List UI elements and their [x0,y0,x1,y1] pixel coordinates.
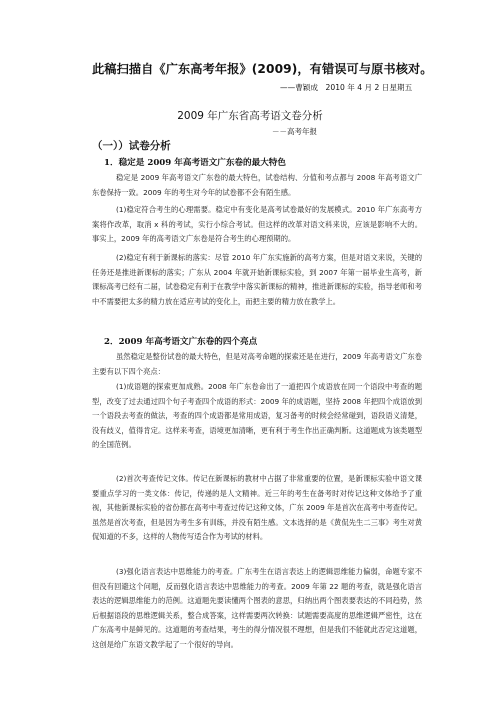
paragraph-4: 虽然稳定是整份试卷的最大特色，但是对高考命题的探索还是在进行，2009 年高考语文广东卷主要有以下四个亮点： [92,352,422,376]
paragraph-6: (2)首次考查传记文体。传记在新课标的教材中占据了非常重要的位置，是新课标实验中语文课要重点学习的一类文体：传记，传递的是人文精神。近三年的考生在备考时对传记这种文体给予了重视，其他新课标实验的省份都在高考中考查过传记这种文体，广东 2009 年是首次在高考中考查传记。虽然是首次考查，但是因为考生多有训练，并没有陌生感。文本选择的是《黄侃先生二三事》考生对黄侃知道的不多，这样的人物传写适合作为考试的材料。 [92,474,422,542]
subheading-1: 1．稳定是 2009 年高考语文广东卷的最大特色 [104,158,286,168]
paragraph-2: (1)稳定符合考生的心理需要。稳定中有变化是高考试卷最好的发展模式。2010 年广东高考方案将作改革，取消 x 科的考试，实行小综合考试。但这样的改革对语文科来说，应该是影响不大的。事实上，2009 年的高考语文广东卷是符合考生的心理预期的。 [92,205,422,244]
paragraph-5: (1)成语题的探索更加成熟。2008 年广东卷命出了一道把四个成语放在同一个语段中考查的题型，改变了过去通过四个句子考查四个成语的形式：2009 年的成语题，坚持 2008 年把四个成语放到一个语段去考查的做法，考查的四个成语都是常用成语，复习备考的时候会经常碰到，语段语义清楚，没有歧义，值得肯定。这样来考查，语境更加清晰，更有利于考生作出正确判断。这道题成为该类题型的全国范例。 [92,382,422,450]
scan-source-note: 此稿扫描自《广东高考年报》(2009)，有错误可与原书核对。 [92,62,433,76]
document-title: 2009 年广东省高考语文卷分析 [177,110,323,122]
author-signature-line: ——曹颖成 2010 年 4 月 2 日星期五 [280,83,413,92]
paragraph-3: (2)稳定有利于新课标的落实：尽管 2010 年广东实施新的高考方案，但是对语文来说，关键的任务还是推进新课标的落实；广东从 2004 年就开始新课标实验，到 2007 年第一届毕业生高考，新课标高考已经有二届，试卷稳定有利于在教学中落实新课标的精神，推进新课标的实验，指导老师和考中不需要把太多的精力放在适应考试的变化上，而把主要的精力放在教学上。 [92,253,422,306]
document-subtitle: －－高考年报 [272,127,317,136]
subheading-2: 2．2009 年高考语文广东卷的四个亮点 [104,337,258,347]
paragraph-7: (3)强化语言表达中思维能力的考查。广东考生在语言表达上的逻辑思维能力偏弱，命题专家不但没有回避这个问题，反而强化语言表达中思维能力的考查。2009 年第 22 题的考查，就是强化语言表达的逻辑思维能力的范例。这道题先要读懂两个图表的意思，归纳出两个图表要表达的不同趋势，然后根据语段的思维逻辑关系，整合成答案，这样需要两次转换：试题需要高度的思维逻辑严密性，这在广东高考中是鲜见的。这道题的考查结果，考生的得分情况很不理想，但是我们不能就此否定这道题，这创是给广东语文教学起了一个很好的导向。 [92,567,422,649]
section-heading-1: （一））试卷分析 [92,140,171,152]
paragraph-1: 稳定是 2009 年高考语文广东卷的最大特色，试卷结构、分值和考点都与 2008 年高考语文广东卷保持一致。2009 年的考生对今年的试卷都不会有陌生感。 [92,173,422,197]
